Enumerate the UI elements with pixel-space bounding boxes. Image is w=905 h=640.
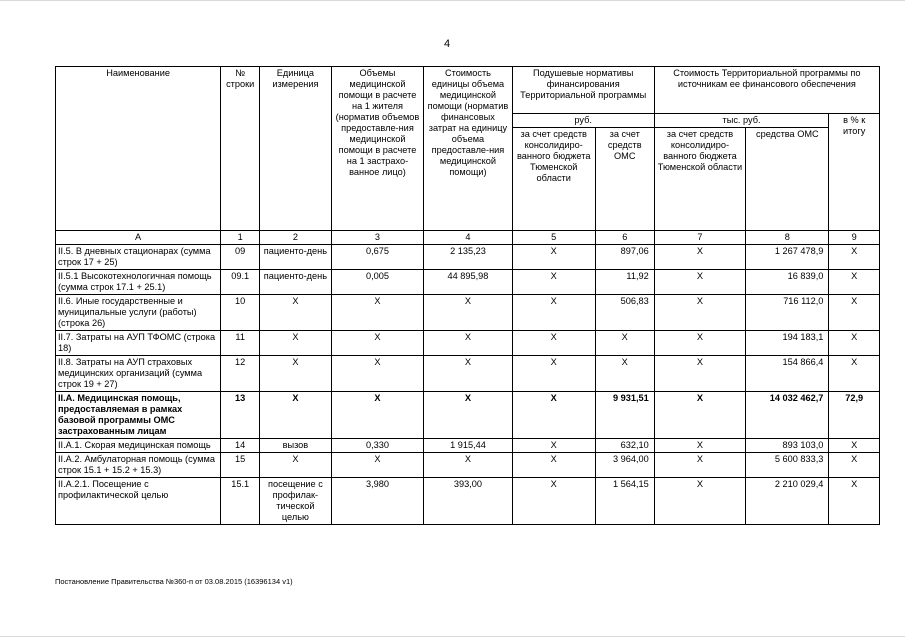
- row-unit: посещение с профилак-тической целью: [260, 478, 332, 525]
- row-cost: 2 135,23: [424, 245, 512, 270]
- index-cell: 3: [331, 231, 424, 245]
- row-tc-budget: X: [654, 356, 746, 392]
- row-volume: 0,005: [331, 270, 424, 295]
- row-tc-budget: X: [654, 331, 746, 356]
- header-volume: Объемы медицинской помощи в расчете на 1 жителя (норматив объемов предоставле-ния медицинской помощи в расчете на 1 застрахо-ванное лицо): [331, 67, 424, 231]
- index-cell: 8: [746, 231, 829, 245]
- row-volume: 3,980: [331, 478, 424, 525]
- row-pct: X: [829, 270, 880, 295]
- row-pc-oms: 506,83: [595, 295, 654, 331]
- header-total-cost: Стоимость Территориальной программы по источникам ее финансового обеспечения: [654, 67, 879, 114]
- row-pc-budget: X: [512, 295, 595, 331]
- row-no: 12: [221, 356, 260, 392]
- row-pc-oms: 3 964,00: [595, 453, 654, 478]
- row-pct: 72,9: [829, 392, 880, 439]
- row-pc-budget: X: [512, 478, 595, 525]
- row-pc-budget: X: [512, 270, 595, 295]
- row-volume: 0,675: [331, 245, 424, 270]
- table-row: [56, 245, 880, 270]
- row-pc-budget: X: [512, 453, 595, 478]
- row-cost: X: [424, 392, 512, 439]
- table-row: [56, 439, 880, 453]
- row-volume: X: [331, 453, 424, 478]
- header-oms-src2: средства ОМС: [746, 128, 829, 231]
- table-row: [56, 478, 880, 525]
- row-tc-budget: X: [654, 478, 746, 525]
- financing-table: [55, 66, 880, 525]
- table-row: [56, 270, 880, 295]
- header-budget-src: за счет средств консолидиро-ванного бюджета Тюменской области: [512, 128, 595, 231]
- header-per-capita: Подушевые нормативы финансирования Территориальной программы: [512, 67, 654, 114]
- row-unit: X: [260, 295, 332, 331]
- index-cell: 2: [260, 231, 332, 245]
- row-tc-oms: 716 112,0: [746, 295, 829, 331]
- row-name: II.6. Иные государственные и муниципальные услуги (работы) (строка 26): [56, 295, 221, 331]
- header-unit: Единица измерения: [260, 67, 332, 231]
- row-pc-budget: X: [512, 331, 595, 356]
- row-tc-oms: 194 183,1: [746, 331, 829, 356]
- row-no: 09.1: [221, 270, 260, 295]
- header-rub: руб.: [512, 114, 654, 128]
- table-row: [56, 295, 880, 331]
- row-pc-budget: X: [512, 392, 595, 439]
- index-cell: 1: [221, 231, 260, 245]
- page-number: 4: [444, 38, 451, 50]
- row-unit: вызов: [260, 439, 332, 453]
- row-cost: 1 915,44: [424, 439, 512, 453]
- row-name: II.5. В дневных стационарах (сумма строк 17 + 25): [56, 245, 221, 270]
- header-cost: Стоимость единицы объема медицинской помощи (норматив финансовых затрат на единицу объема предоставле-ния медицинской помощи): [424, 67, 512, 231]
- row-cost: X: [424, 331, 512, 356]
- row-no: 09: [221, 245, 260, 270]
- document-footer: Постановление Правительства №360-п от 03.08.2015 (16396134 v1): [55, 577, 293, 586]
- table-row: [56, 331, 880, 356]
- index-cell: 7: [654, 231, 746, 245]
- row-pc-oms: 632,10: [595, 439, 654, 453]
- header-thous-rub: тыс. руб.: [654, 114, 829, 128]
- index-cell: 9: [829, 231, 880, 245]
- row-tc-budget: X: [654, 270, 746, 295]
- row-volume: X: [331, 392, 424, 439]
- index-cell: 5: [512, 231, 595, 245]
- row-pc-budget: X: [512, 439, 595, 453]
- row-pct: X: [829, 331, 880, 356]
- header-row-no: № строки: [221, 67, 260, 231]
- row-no: 11: [221, 331, 260, 356]
- row-no: 15.1: [221, 478, 260, 525]
- header-name: Наименование: [56, 67, 221, 231]
- row-cost: X: [424, 356, 512, 392]
- row-pc-budget: X: [512, 245, 595, 270]
- row-name: II.5.1 Высокотехнологичная помощь (сумма строк 17.1 + 25.1): [56, 270, 221, 295]
- row-tc-budget: X: [654, 392, 746, 439]
- table-row: [56, 453, 880, 478]
- row-tc-oms: 1 267 478,9: [746, 245, 829, 270]
- row-tc-oms: 154 866,4: [746, 356, 829, 392]
- row-volume: X: [331, 356, 424, 392]
- row-unit: X: [260, 331, 332, 356]
- row-cost: 44 895,98: [424, 270, 512, 295]
- row-pct: X: [829, 356, 880, 392]
- row-unit: X: [260, 392, 332, 439]
- row-name: II.А.1. Скорая медицинская помощь: [56, 439, 221, 453]
- header-pct: в % к итогу: [829, 114, 880, 231]
- index-cell: 4: [424, 231, 512, 245]
- row-no: 15: [221, 453, 260, 478]
- row-name: II.А. Медицинская помощь, предоставляемая в рамках базовой программы ОМС застрахованным лицам: [56, 392, 221, 439]
- row-no: 10: [221, 295, 260, 331]
- row-tc-oms: 5 600 833,3: [746, 453, 829, 478]
- row-pc-oms: 1 564,15: [595, 478, 654, 525]
- row-tc-oms: 14 032 462,7: [746, 392, 829, 439]
- row-pc-budget: X: [512, 356, 595, 392]
- row-cost: X: [424, 453, 512, 478]
- scan-edge-top: [0, 0, 905, 1]
- row-pc-oms: 11,92: [595, 270, 654, 295]
- index-cell: 6: [595, 231, 654, 245]
- row-name: II.7. Затраты на АУП ТФОМС (строка 18): [56, 331, 221, 356]
- column-index-row: [56, 231, 880, 245]
- row-no: 14: [221, 439, 260, 453]
- row-pc-oms: X: [595, 356, 654, 392]
- table-row-total: [56, 392, 880, 439]
- row-unit: пациенто-день: [260, 270, 332, 295]
- row-cost: X: [424, 295, 512, 331]
- row-unit: X: [260, 453, 332, 478]
- row-cost: 393,00: [424, 478, 512, 525]
- row-name: II.А.2. Амбулаторная помощь (сумма строк 15.1 + 15.2 + 15.3): [56, 453, 221, 478]
- row-name: II.А.2.1. Посещение с профилактической целью: [56, 478, 221, 525]
- row-volume: 0,330: [331, 439, 424, 453]
- row-pct: X: [829, 478, 880, 525]
- header-oms-src: за счет средств ОМС: [595, 128, 654, 231]
- row-tc-budget: X: [654, 295, 746, 331]
- row-pc-oms: 897,06: [595, 245, 654, 270]
- row-tc-oms: 893 103,0: [746, 439, 829, 453]
- header-row-1: [56, 67, 880, 114]
- row-tc-oms: 16 839,0: [746, 270, 829, 295]
- row-pct: X: [829, 245, 880, 270]
- row-tc-budget: X: [654, 439, 746, 453]
- row-pct: X: [829, 295, 880, 331]
- row-tc-budget: X: [654, 453, 746, 478]
- row-volume: X: [331, 295, 424, 331]
- table-row: [56, 356, 880, 392]
- row-name: II.8. Затраты на АУП страховых медицинских организаций (сумма строк 19 + 27): [56, 356, 221, 392]
- row-tc-oms: 2 210 029,4: [746, 478, 829, 525]
- row-unit: пациенто-день: [260, 245, 332, 270]
- row-pct: X: [829, 453, 880, 478]
- row-pc-oms: X: [595, 331, 654, 356]
- row-no: 13: [221, 392, 260, 439]
- row-tc-budget: X: [654, 245, 746, 270]
- row-volume: X: [331, 331, 424, 356]
- header-budget-src2: за счет средств консолидиро-ванного бюджета Тюменской области: [654, 128, 746, 231]
- row-pc-oms: 9 931,51: [595, 392, 654, 439]
- row-pct: X: [829, 439, 880, 453]
- index-cell: А: [56, 231, 221, 245]
- scan-edge-bottom: [0, 636, 905, 637]
- row-unit: X: [260, 356, 332, 392]
